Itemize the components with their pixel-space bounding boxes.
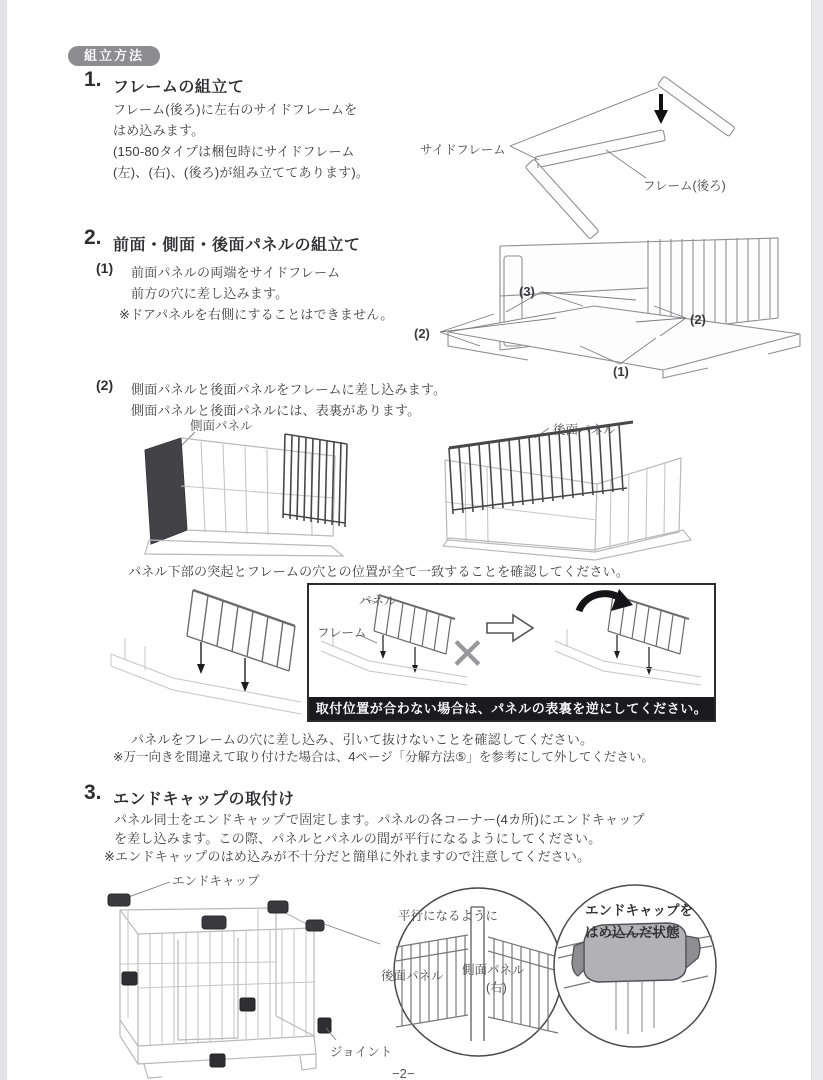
side-panel-label: 側面パネル xyxy=(190,419,253,433)
joint-label: ジョイント xyxy=(330,1045,393,1059)
reverse-panel-warning-box xyxy=(307,583,716,722)
step1-number: 1. xyxy=(84,68,102,91)
callout-3-label: (3) xyxy=(519,284,535,299)
step2-title: 前面・側面・後面パネルの組立て xyxy=(113,237,361,254)
circle-side-panel-label: 側面パネル xyxy=(462,963,525,977)
section-badge: 組立方法 xyxy=(68,46,160,66)
substep1-text-line: 前方の穴に差し込みます。 xyxy=(131,286,289,301)
pull-check-text: パネルをフレームの穴に差し込み、引いて抜けないことを確認してください。 xyxy=(131,732,594,747)
frame-label: フレーム xyxy=(317,626,367,640)
cap-state-label-line1: エンドキャップを xyxy=(585,903,693,918)
callout-2a-label: (2) xyxy=(414,326,430,341)
correct-orientation-sketch xyxy=(541,589,711,685)
rear-frame-label: フレーム(後ろ) xyxy=(643,179,726,193)
page-edge-right xyxy=(811,0,823,1080)
circle-back-panel-label: 後面パネル xyxy=(381,969,444,983)
end-cap-label: エンドキャップ xyxy=(172,874,260,888)
panel-position-diagram xyxy=(408,226,810,378)
step3-text-line: パネル同士をエンドキャップで固定します。パネルの各コーナー(4カ所)にエンドキャップ xyxy=(114,812,645,827)
callout-1-label: (1) xyxy=(613,364,629,379)
step1-title: フレームの組立て xyxy=(113,79,245,96)
cap-state-label-line2: はめ込んだ状態 xyxy=(585,925,680,940)
step3-note: ※エンドキャップのはめ込みが不十分だと簡単に外れますので注意してください。 xyxy=(104,849,591,864)
step2-number: 2. xyxy=(84,226,102,249)
step3-title: エンドキャップの取付け xyxy=(113,791,295,808)
step3-text-line: を差し込みます。この際、パネルとパネルの間が平行になるようにしてください。 xyxy=(114,831,602,846)
substep2-text-line: 側面パネルと後面パネルをフレームに差し込みます。 xyxy=(131,382,447,397)
side-frame-label: サイドフレーム xyxy=(420,143,506,157)
side-panel-diagram xyxy=(135,418,360,558)
step1-text-line: はめ込みます。 xyxy=(113,123,205,138)
warning-caption: 取付位置が合わない場合は、パネルの表裏を逆にしてください。 xyxy=(309,697,714,720)
step1-text-line: フレーム(後ろ)に左右のサイドフレームを xyxy=(113,102,358,117)
substep2-number: (2) xyxy=(96,377,114,393)
step1-text-line: (150-80タイプは梱包時にサイドフレーム xyxy=(113,144,355,159)
substep2-text-line: 側面パネルと後面パネルには、表裏があります。 xyxy=(131,403,421,418)
back-panel-label: 後面パネル xyxy=(553,423,616,437)
arrow-right-icon xyxy=(487,613,535,643)
circle-side-panel-sub-label: (右) xyxy=(486,981,507,995)
disassembly-note: ※万一向きを間違えて取り付けた場合は、4ページ「分解方法⑤」を参考にして外してください。 xyxy=(113,750,654,764)
alignment-check-text: パネル下部の突起とフレームの穴との位置が全て一致することを確認してください。 xyxy=(128,564,630,579)
panel-insert-diagram xyxy=(105,582,305,724)
substep1-note: ※ドアパネルを右側にすることはできません。 xyxy=(119,307,394,322)
wrong-mark: ✕ xyxy=(449,630,486,679)
page-number: −2− xyxy=(392,1066,415,1080)
step1-text-line: (左)、(右)、(後ろ)が組み立ててあります)。 xyxy=(113,165,370,180)
parallel-label: 平行になるように xyxy=(398,909,499,923)
substep1-number: (1) xyxy=(96,260,114,276)
step3-number: 3. xyxy=(84,781,102,804)
page-edge-left xyxy=(0,0,7,1080)
panel-label: パネル xyxy=(359,594,397,608)
callout-2b-label: (2) xyxy=(690,312,706,327)
substep1-text-line: 前面パネルの両端をサイドフレーム xyxy=(131,265,341,280)
